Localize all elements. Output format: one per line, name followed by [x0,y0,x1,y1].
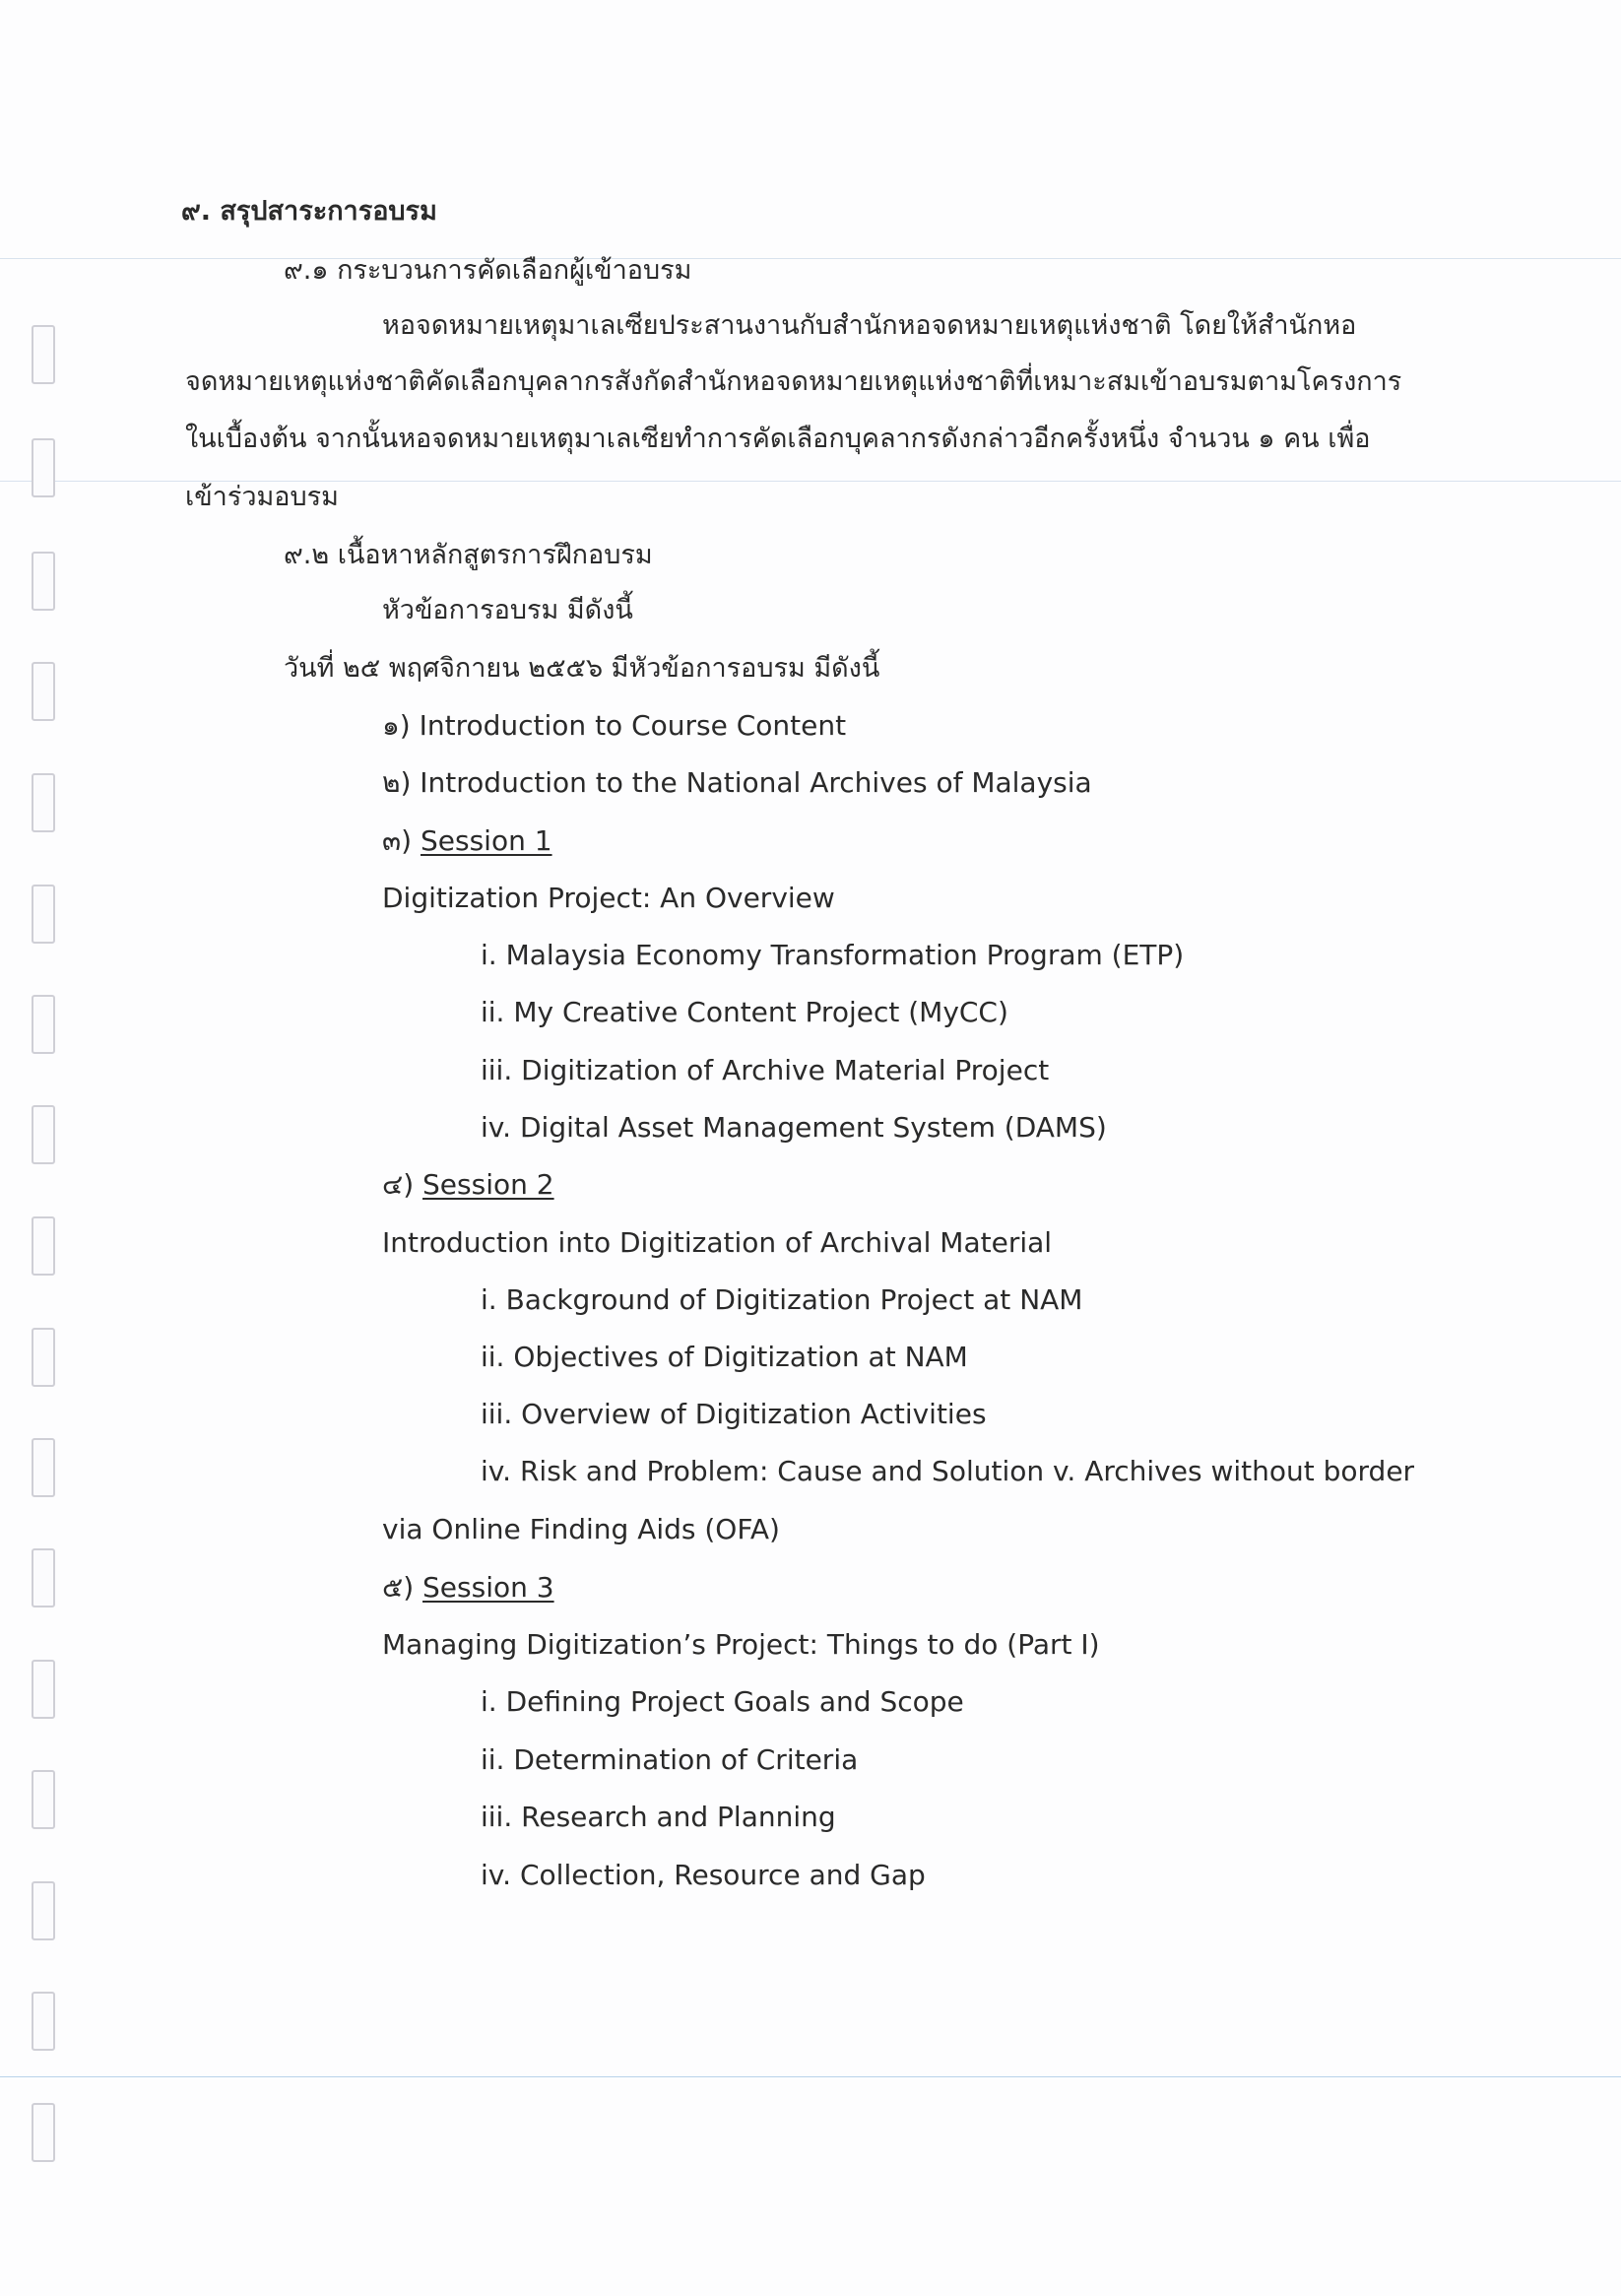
session-label: Session 2 [422,1168,554,1201]
binder-hole [32,662,55,721]
session-subtopic: iii. Overview of Digitization Activities [481,1398,987,1430]
list-item [382,708,846,744]
session-subtopic: iv. Collection, Resource and Gap [481,1859,926,1891]
binder-hole [32,438,55,497]
session-subtopic: i. Malaysia Economy Transformation Program (ETP) [481,939,1185,971]
session-subtopic: ii. My Creative Content Project (MyCC) [481,996,1008,1028]
binder-hole [32,773,55,832]
binder-hole [32,1992,55,2051]
binder-hole [32,325,55,384]
item-number: ๑) [382,709,411,742]
session-title: Digitization Project: An Overview [382,882,835,914]
binder-hole [32,1438,55,1497]
session-title: Introduction into Digitization of Archival Material [382,1226,1053,1259]
list-item-session [382,823,552,859]
item-text: Introduction to the National Archives of Malaysia [420,766,1092,799]
date-line: วันที่ ๒๕ พฤศจิกายน ๒๕๕๖ มีหัวข้อการอบรม มีดังนี้ [284,653,880,684]
session-subtopic: iv. Digital Asset Management System (DAMS) [481,1111,1107,1144]
session-subtopic: ii. Objectives of Digitization at NAM [481,1341,968,1373]
binder-hole [32,1328,55,1387]
session-subtopic-continuation: via Online Finding Aids (OFA) [382,1513,780,1545]
topics-intro: หัวข้อการอบรม มีดังนี้ [382,595,633,625]
list-item [382,765,1092,801]
item-text: Introduction to Course Content [419,709,847,742]
binder-hole [32,1105,55,1164]
item-number: ๔) [382,1168,415,1201]
binder-hole [32,2103,55,2162]
item-number: ๕) [382,1571,415,1604]
paragraph-line: ในเบื้องต้น จากนั้นหอจดหมายเหตุมาเลเซียทำการคัดเลือกบุคลากรดังกล่าวอีกครั้งหนึ่ง จำนวน ๑ คน เพื่อ [185,424,1371,454]
binder-hole [32,1216,55,1276]
paragraph-line: หอจดหมายเหตุมาเลเซียประสานงานกับสำนักหอจดหมายเหตุแห่งชาติ โดยให้สำนักหอ [382,310,1357,341]
section-heading: ๙. สรุปสาระการอบรม [181,196,437,227]
session-label: Session 1 [420,824,552,857]
binder-hole [32,1770,55,1829]
list-item-session [382,1570,554,1606]
session-subtopic: i. Defining Project Goals and Scope [481,1685,964,1718]
item-number: ๒) [382,766,412,799]
session-subtopic: iii. Digitization of Archive Material Project [481,1054,1050,1086]
binder-hole [32,995,55,1054]
item-number: ๓) [382,824,413,857]
list-item-session [382,1167,554,1203]
session-subtopic: i. Background of Digitization Project at NAM [481,1283,1083,1316]
binder-hole [32,885,55,944]
subsection-heading-curriculum: ๙.๒ เนื้อหาหลักสูตรการฝึกอบรม [284,540,653,570]
session-subtopic: iv. Risk and Problem: Cause and Solution v. Archives without border [481,1455,1415,1487]
subsection-heading-selection: ๙.๑ กระบวนการคัดเลือกผู้เข้าอบรม [284,255,692,286]
session-subtopic: iii. Research and Planning [481,1801,836,1833]
paragraph-line: จดหมายเหตุแห่งชาติคัดเลือกบุคลากรสังกัดสำนักหอจดหมายเหตุแห่งชาติที่เหมาะสมเข้าอบรมตามโครงการ [185,366,1402,397]
session-subtopic: ii. Determination of Criteria [481,1743,859,1776]
binder-hole [32,552,55,611]
binder-hole [32,1881,55,1940]
scan-line [0,258,1621,259]
session-title: Managing Digitization’s Project: Things to do (Part I) [382,1628,1100,1661]
scan-line [0,2076,1621,2077]
session-label: Session 3 [422,1571,554,1604]
paragraph-line: เข้าร่วมอบรม [185,482,339,512]
binder-hole [32,1660,55,1719]
binder-hole [32,1548,55,1607]
